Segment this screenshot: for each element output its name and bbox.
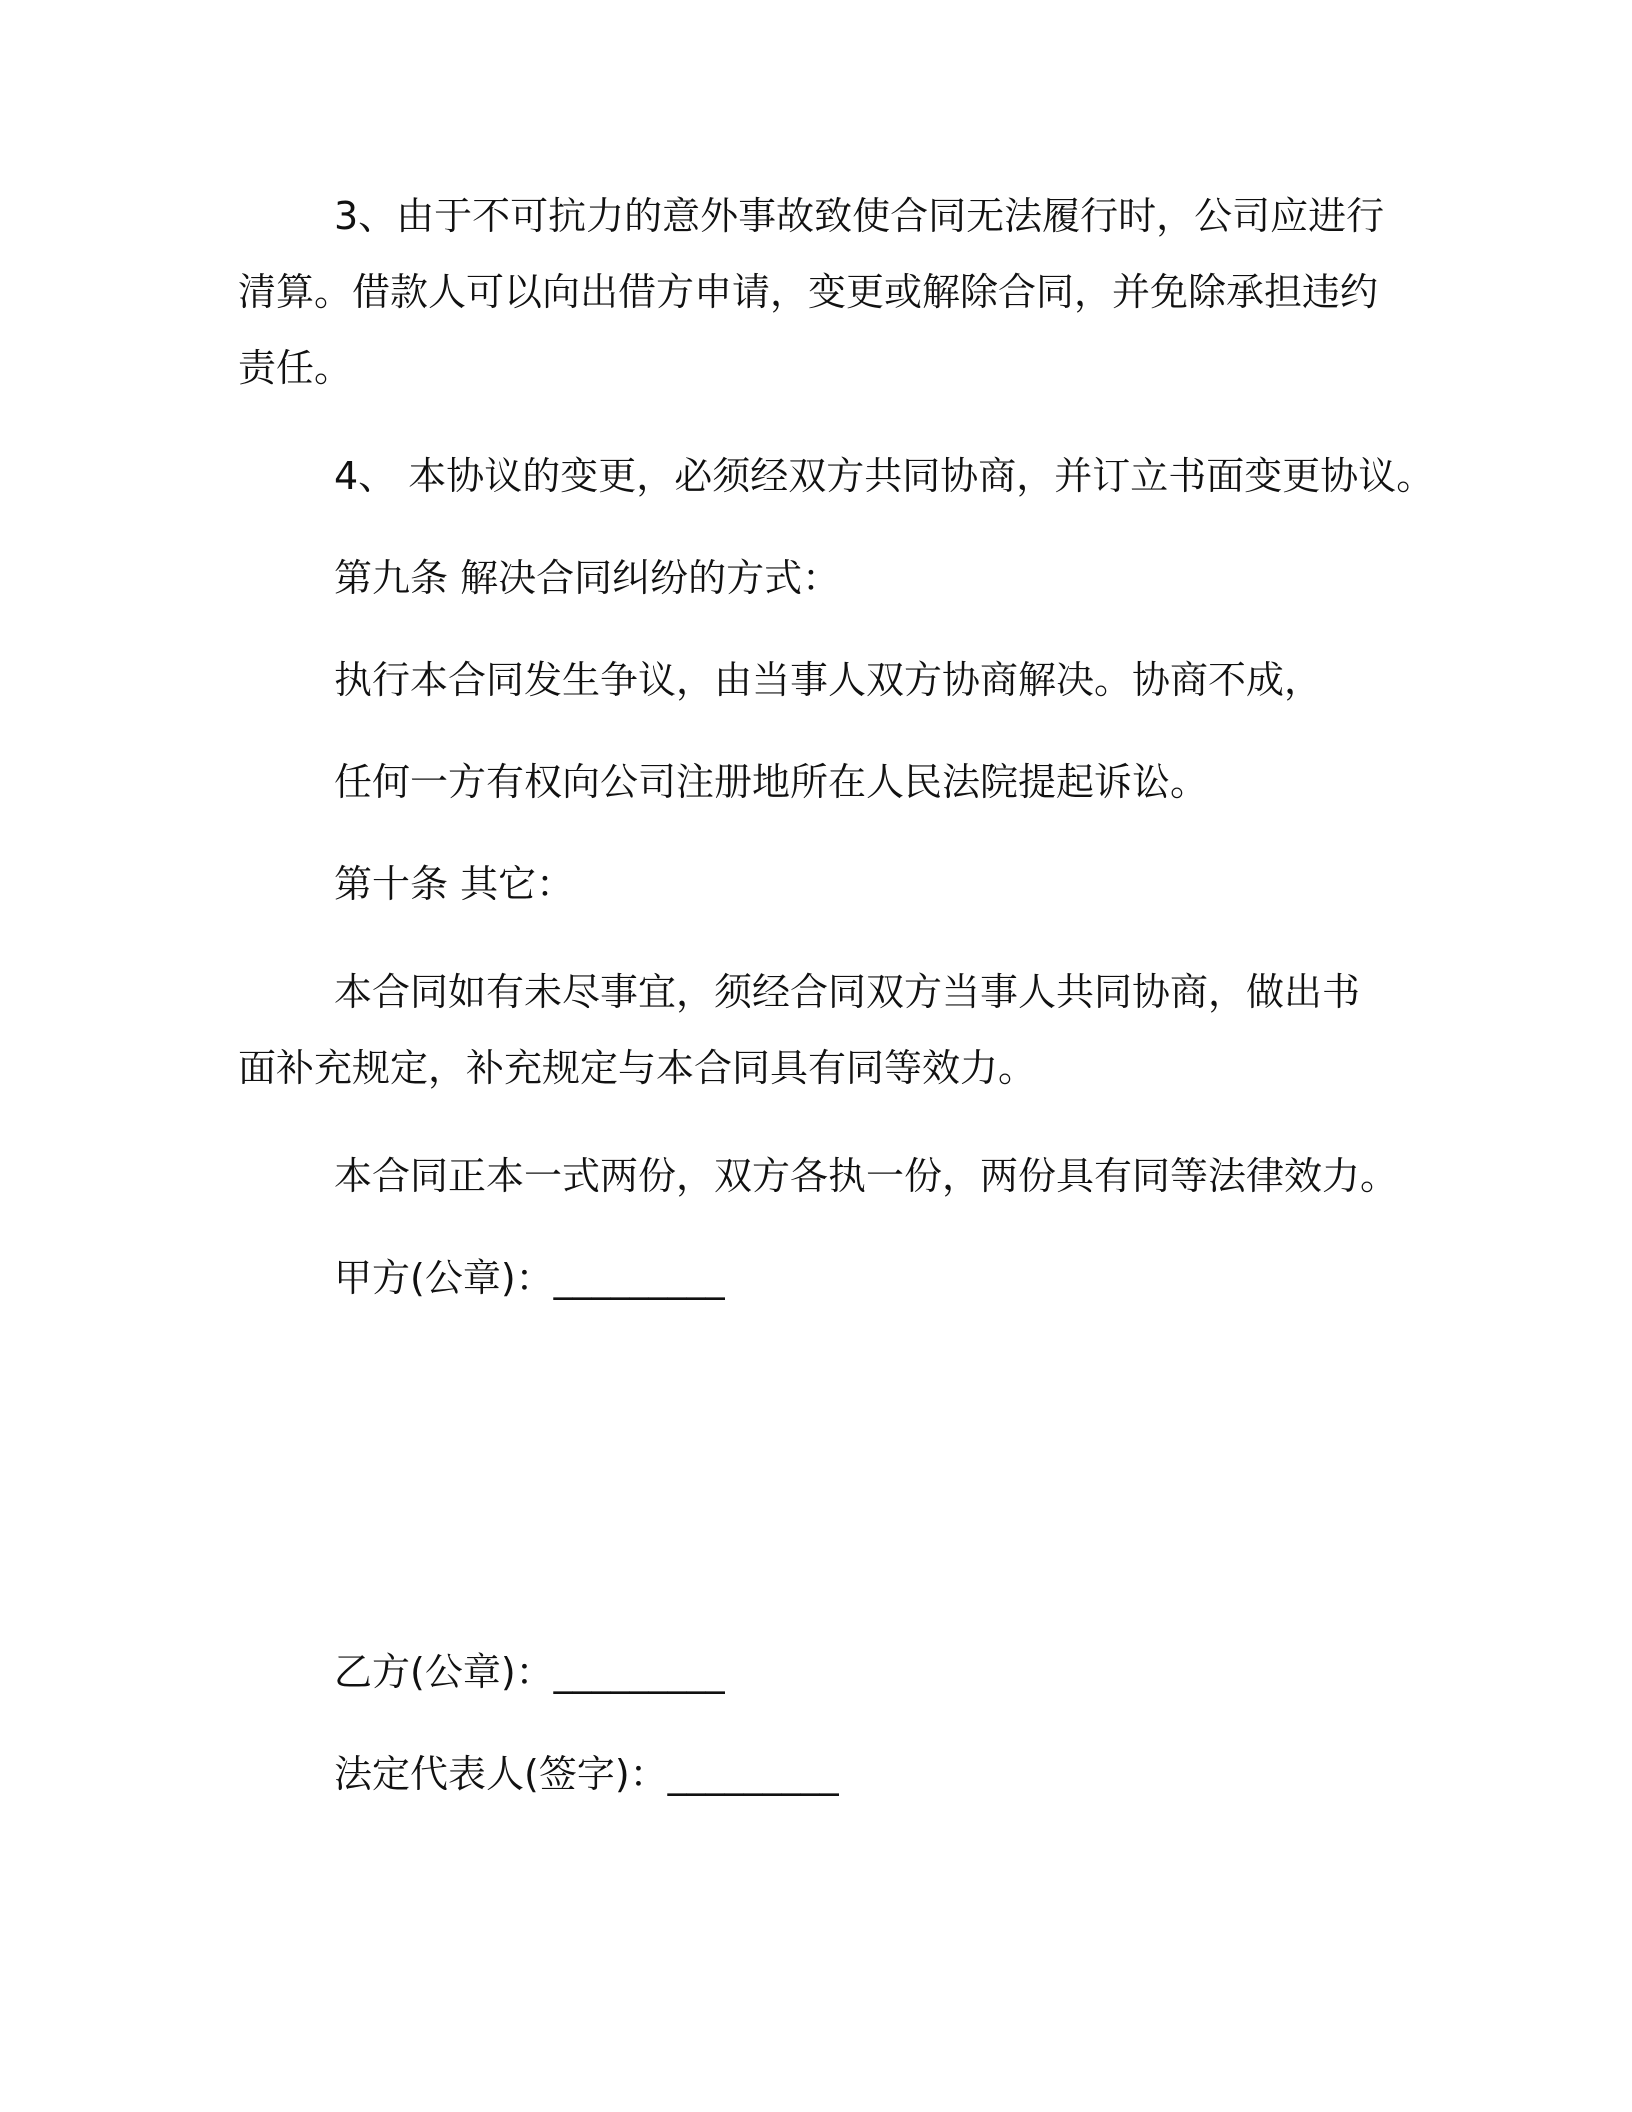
copies-statement: 本合同正本一式两份，双方各执一份，两份具有同等法律效力。: [334, 1154, 1399, 1198]
article-10-title: 第十条 其它：: [334, 862, 575, 906]
party-a-signature-line: 甲方(公章)：_________: [334, 1256, 725, 1300]
legal-representative-signature-line: 法定代表人(签字)：_________: [334, 1752, 839, 1796]
article-9-line-2: 任何一方有权向公司注册地所在人民法院提起诉讼。: [334, 760, 1209, 804]
party-b-signature-line: 乙方(公章)：_________: [334, 1650, 725, 1694]
article-9-title: 第九条 解决合同纠纷的方式：: [334, 556, 841, 600]
article-10-paragraph: 本合同如有未尽事宜，须经合同双方当事人共同协商，做出书面补充规定，补充规定与本合同具有同等效力。: [238, 970, 1361, 1090]
clause-3-paragraph: 3、由于不可抗力的意外事故致使合同无法履行时，公司应进行清算。借款人可以向出借方申请，变更或解除合同，并免除承担违约责任。: [238, 194, 1385, 390]
article-9-line-1: 执行本合同发生争议，由当事人双方协商解决。协商不成，: [334, 658, 1323, 702]
clause-4-paragraph: 4、 本协议的变更，必须经双方共同协商，并订立书面变更协议。: [334, 454, 1435, 498]
